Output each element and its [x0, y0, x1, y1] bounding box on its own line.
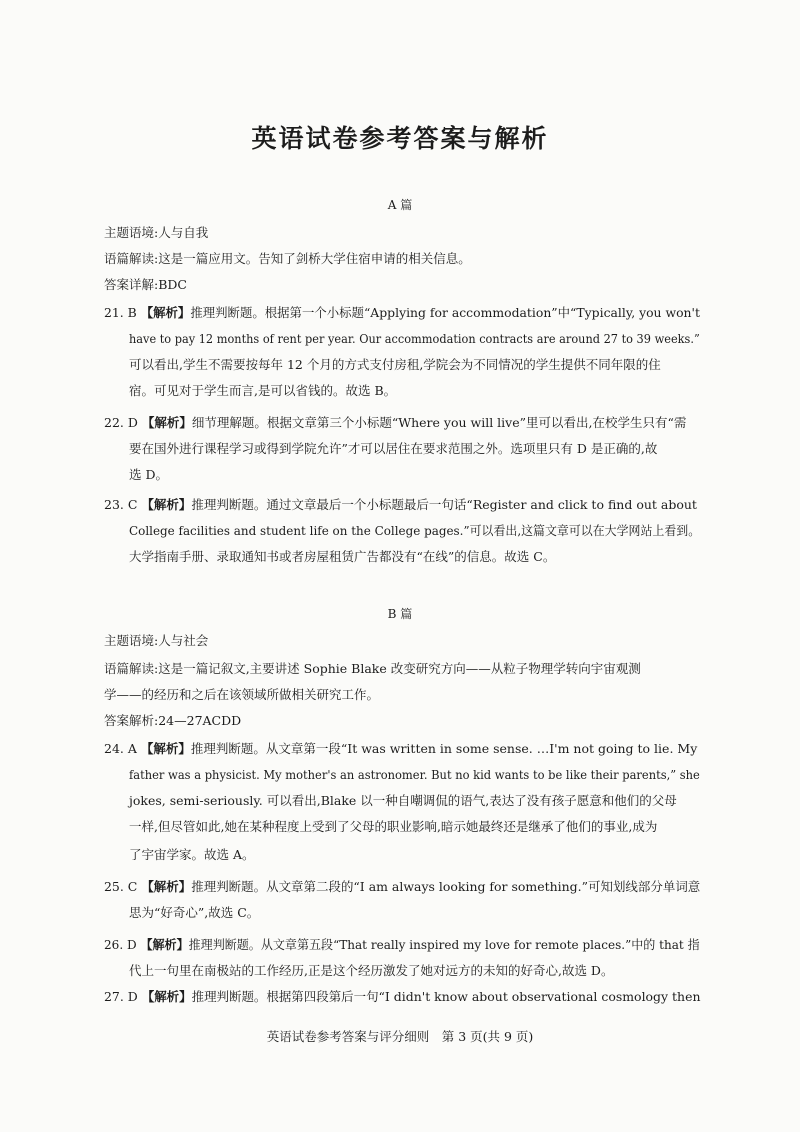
q25-number: 25. C — [104, 879, 138, 894]
q27-number: 27. D — [104, 989, 138, 1004]
q23-line-3: 大学指南手册、录取通知书或者房屋租赁广告都没有“在线”的信息。故选 C。 — [129, 549, 556, 564]
q22-line-2: 要在国外进行课程学习或得到学院允许”才可以居住在要求范围之外。选项里只有 D 是正确的,故 — [129, 441, 658, 456]
q21-number: 21. B — [104, 305, 137, 320]
q25-line-2: 思为“好奇心”,故选 C。 — [129, 905, 260, 920]
q23-tag: 【解析】 — [141, 497, 192, 512]
section-b-reading-1: 语篇解读:这是一篇记叙文,主要讲述 Sophie Blake 改变研究方向——从粒子物理学转向宇宙观测 — [104, 661, 641, 676]
q21-line-4: 宿。可见对于学生而言,是可以省钱的。故选 B。 — [129, 383, 397, 398]
q21-tag: 【解析】 — [140, 305, 191, 320]
q24-line-3: jokes, semi-seriously. 可以看出,Blake 以一种自嘲调侃的语气,表达了没有孩子愿意和他们的父母 — [129, 793, 677, 808]
q23-line-1 — [104, 496, 697, 514]
q25-tag: 【解析】 — [141, 879, 192, 894]
q24-number: 24. A — [104, 741, 137, 756]
section-a-theme: 主题语境:人与自我 — [104, 225, 209, 240]
q26-tag: 【解析】 — [140, 937, 189, 952]
q27-tag: 【解析】 — [141, 989, 192, 1004]
q26-number: 26. D — [104, 937, 137, 952]
q24-line-5: 了宇宙学家。故选 A。 — [129, 847, 255, 862]
q24-line-1 — [104, 740, 697, 758]
q21-line-3: 可以看出,学生不需要按每年 12 个月的方式支付房租,学院会为不同情况的学生提供不同年限的住 — [129, 357, 661, 372]
section-b-answers: 答案解析:24—27ACDD — [104, 713, 242, 728]
section-a-reading: 语篇解读:这是一篇应用文。告知了剑桥大学住宿申请的相关信息。 — [104, 251, 471, 266]
q22-line-3: 选 D。 — [129, 467, 168, 482]
q27-line-1 — [104, 988, 700, 1006]
q25-text: 推理判断题。从文章第二段的“I am always looking for something.”可知划线部分单词意 — [191, 879, 701, 894]
q21-line-1 — [104, 304, 700, 322]
q23-number: 23. C — [104, 497, 138, 512]
q22-text: 细节理解题。根据文章第三个小标题“Where you will live”里可以看出,在校学生只有“需 — [191, 415, 687, 430]
section-b-heading: B 篇 — [387, 607, 413, 621]
q24-text: 推理判断题。从文章第一段“It was written in some sense. …I'm not going to lie. My — [190, 741, 698, 756]
q22-line-1 — [104, 414, 686, 432]
q24-line-4: 一样,但尽管如此,她在某种程度上受到了父母的职业影响,暗示她最终还是继承了他们的事业,成为 — [129, 819, 658, 834]
section-b-theme: 主题语境:人与社会 — [104, 633, 209, 648]
q23-text: 推理判断题。通过文章最后一个小标题最后一句话“Register and click to find out about — [191, 497, 697, 512]
section-a-answers: 答案详解:BDC — [104, 277, 187, 292]
q22-number: 22. D — [104, 415, 138, 430]
section-a-heading: A 篇 — [387, 198, 413, 212]
q26-text: 推理判断题。从文章第五段“That really inspired my love for remote places.”中的 that 指 — [188, 937, 700, 952]
q24-line-2: father was a physicist. My mother's an astronomer. But no kid wants to be like their parents,” she — [129, 767, 700, 782]
page-footer: 英语试卷参考答案与评分细则 第 3 页(共 9 页) — [266, 1029, 534, 1044]
q22-tag: 【解析】 — [141, 415, 192, 430]
section-b-reading-2: 学——的经历和之后在该领域所做相关研究工作。 — [104, 687, 380, 702]
q26-line-1 — [104, 936, 700, 954]
q21-text: 推理判断题。根据第一个小标题“Applying for accommodation”中“Typically, you won't — [190, 305, 700, 320]
page-title: 英语试卷参考答案与解析 — [251, 124, 549, 153]
q27-text: 推理判断题。根据第四段第后一句“I didn't know about observational cosmology then — [191, 989, 701, 1004]
q21-line-2: have to pay 12 months of rent per year. Our accommodation contracts are around 27 to 39 weeks.” — [129, 331, 700, 346]
q26-line-2: 代上一句里在南极站的工作经历,正是这个经历激发了她对远方的未知的好奇心,故选 D。 — [129, 963, 614, 978]
q24-tag: 【解析】 — [140, 741, 191, 756]
q23-line-2: College facilities and student life on the College pages.”可以看出,这篇文章可以在大学网站上看到。 — [129, 523, 701, 538]
q25-line-1 — [104, 878, 700, 896]
